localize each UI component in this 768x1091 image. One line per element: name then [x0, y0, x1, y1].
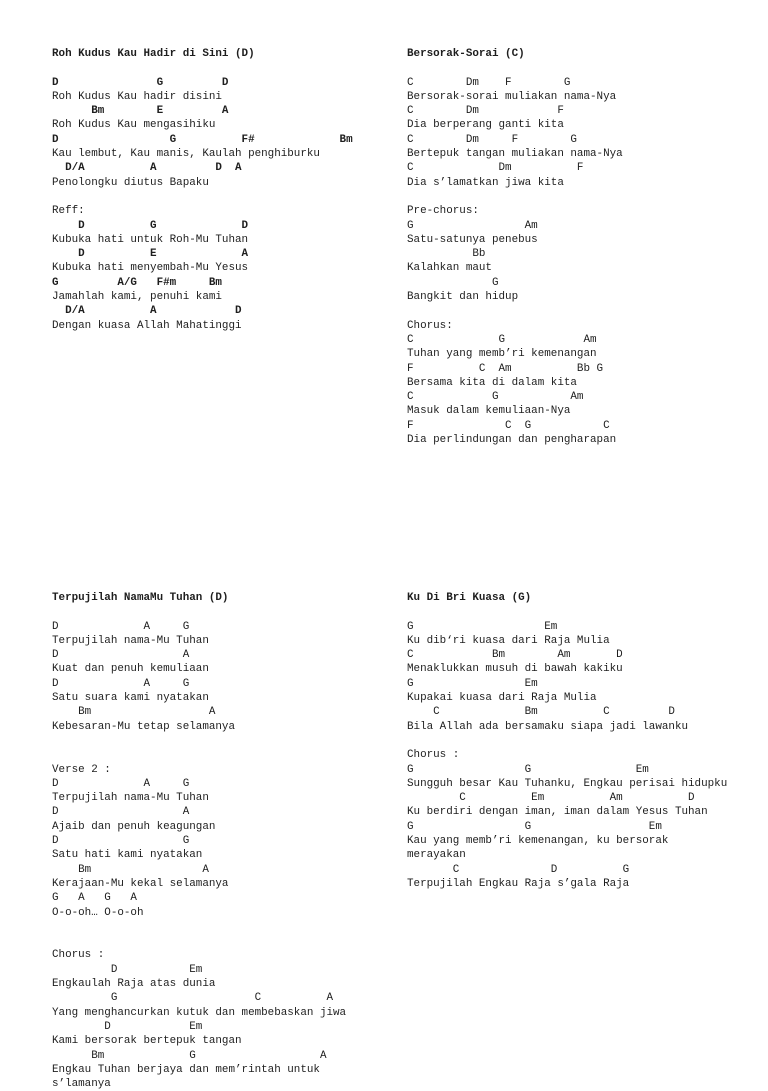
- lyric-line: Engkau Tuhan berjaya dan mem’rintah untuk: [52, 1063, 320, 1076]
- lyric-line: O-o-oh… O-o-oh: [52, 906, 144, 919]
- lyric-line: Dia s’lamatkan jiwa kita: [407, 176, 564, 189]
- chord-line: C Dm F: [407, 105, 564, 118]
- lyric-line: Kalahkan maut: [407, 262, 492, 275]
- blank-line: [52, 190, 353, 204]
- lyric-line: Dia perlindungan dan pengharapan: [407, 434, 617, 447]
- chord-line: D Em: [52, 1020, 203, 1033]
- chord-line: Bm A: [52, 706, 216, 719]
- lyric-line: Ku berdiri dengan iman, iman dalam Yesus Tuhan: [407, 806, 708, 819]
- chord-line: D G F# Bm: [52, 133, 353, 146]
- lyric-line: Bertepuk tangan muliakan nama-Nya: [407, 148, 623, 161]
- lyric-line: Dengan kuasa Allah Mahatinggi: [52, 319, 242, 332]
- lyric-line: Engkaulah Raja atas dunia: [52, 978, 216, 991]
- lyric-line: Satu suara kami nyatakan: [52, 692, 209, 705]
- lyric-line: Roh Kudus Kau mengasihiku: [52, 119, 216, 132]
- blank-line: [52, 920, 346, 934]
- lyric-line: Bersorak-sorai muliakan nama-Nya: [407, 90, 617, 103]
- lyric-line: Kubuka hati menyembah-Mu Yesus: [52, 262, 249, 275]
- lyric-line: Menaklukkan musuh di bawah kakiku: [407, 663, 623, 676]
- chord-line: D A G: [52, 620, 190, 633]
- song-title: Ku Di Bri Kuasa (G): [407, 592, 532, 604]
- chord-line: C G Am: [407, 391, 584, 404]
- section-label: Chorus :: [52, 949, 105, 962]
- lyric-line: Bila Allah ada bersamaku siapa jadi lawanku: [407, 720, 689, 733]
- lyric-line: Bersama kita di dalam kita: [407, 376, 577, 389]
- chord-line: G Am: [407, 219, 538, 232]
- song-title: Terpujilah NamaMu Tuhan (D): [52, 592, 229, 604]
- lyric-line: Terpujilah Engkau Raja s’gala Raja: [407, 877, 630, 890]
- chord-line: G G Em: [407, 763, 649, 776]
- lyric-line: Satu hati kami nyatakan: [52, 849, 203, 862]
- chord-line: D A: [52, 649, 190, 662]
- chord-line: C Dm F G: [407, 133, 577, 146]
- lyric-line: Kubuka hati untuk Roh-Mu Tuhan: [52, 233, 249, 246]
- chord-line: C Bm C D: [407, 706, 675, 719]
- song-sheet-terpujilah-namamu: [52, 591, 346, 1091]
- lyric-line: Masuk dalam kemuliaan-Nya: [407, 405, 571, 418]
- song-sheet-bersorak-sorai: [407, 47, 623, 447]
- lyric-line: Kebesaran-Mu tetap selamanya: [52, 720, 235, 733]
- chord-line: D A G: [52, 677, 190, 690]
- chord-line: C Em Am D: [407, 792, 695, 805]
- blank-line: [407, 605, 727, 619]
- lyric-line: Tuhan yang memb’ri kemenangan: [407, 348, 597, 361]
- lyric-line: Jamahlah kami, penuhi kami: [52, 291, 222, 304]
- chord-line: Bm E A: [52, 105, 229, 118]
- chord-line: G Em: [407, 620, 558, 633]
- blank-line: [407, 61, 623, 75]
- chord-line: C G Am: [407, 333, 597, 346]
- chord-line: F C G C: [407, 419, 610, 432]
- lyric-line: Terpujilah nama-Mu Tuhan: [52, 634, 209, 647]
- chord-line: F C Am Bb G: [407, 362, 604, 375]
- blank-line: [407, 190, 623, 204]
- blank-line: [52, 734, 346, 748]
- chord-line: G A G A: [52, 892, 137, 905]
- blank-line: [52, 934, 346, 948]
- song-title: Bersorak-Sorai (C): [407, 48, 525, 60]
- chord-line: D/A A D: [52, 305, 242, 318]
- blank-line: [407, 734, 727, 748]
- lyric-line: Bangkit dan hidup: [407, 291, 519, 304]
- chord-line: D E A: [52, 248, 249, 261]
- section-label: Chorus :: [407, 749, 460, 762]
- chord-line: D Em: [52, 963, 203, 976]
- blank-line: [407, 304, 623, 318]
- song-sheet-ku-di-bri-kuasa: [407, 591, 727, 891]
- lyric-line: Yang menghancurkan kutuk dan membebaskan jiwa: [52, 1006, 347, 1019]
- chord-line: D A: [52, 806, 190, 819]
- lyric-line: Penolongku diutus Bapaku: [52, 176, 209, 189]
- blank-line: [52, 61, 353, 75]
- chord-line: D G D: [52, 219, 249, 232]
- chord-line: G: [407, 276, 499, 289]
- lyric-line: s’lamanya: [52, 1078, 111, 1091]
- song-title: Roh Kudus Kau Hadir di Sini (D): [52, 48, 255, 60]
- chord-line: C Bm Am D: [407, 649, 623, 662]
- section-label: Verse 2 :: [52, 763, 111, 776]
- chord-line: D G: [52, 835, 190, 848]
- chord-line: G C A: [52, 992, 334, 1005]
- lyric-line: Kerajaan-Mu kekal selamanya: [52, 877, 229, 890]
- lyric-line: Roh Kudus Kau hadir disini: [52, 90, 222, 103]
- chord-line: D/A A D A: [52, 162, 242, 175]
- chord-line: C Dm F G: [407, 76, 571, 89]
- section-label: Chorus:: [407, 319, 453, 332]
- lyric-line: Kami bersorak bertepuk tangan: [52, 1035, 242, 1048]
- chord-line: C D G: [407, 863, 630, 876]
- lyric-line: Kau yang memb’ri kemenangan, ku bersorak: [407, 835, 669, 848]
- blank-line: [52, 748, 346, 762]
- chord-line: D A G: [52, 777, 190, 790]
- lyric-line: Kuat dan penuh kemuliaan: [52, 663, 209, 676]
- chord-line: D G D: [52, 76, 229, 89]
- lyric-line: Sungguh besar Kau Tuhanku, Engkau perisai hidupku: [407, 777, 728, 790]
- lyric-line: Ku dib‘ri kuasa dari Raja Mulia: [407, 634, 610, 647]
- lyric-line: Kupakai kuasa dari Raja Mulia: [407, 692, 597, 705]
- chord-line: G G Em: [407, 820, 662, 833]
- section-label: Pre-chorus:: [407, 205, 479, 218]
- chord-line: G A/G F#m Bm: [52, 276, 222, 289]
- chord-line: Bm A: [52, 863, 209, 876]
- chord-line: Bb: [407, 248, 486, 261]
- blank-line: [52, 605, 346, 619]
- lyric-line: Satu-satunya penebus: [407, 233, 538, 246]
- lyric-line: merayakan: [407, 849, 466, 862]
- song-sheet-roh-kudus: [52, 47, 353, 333]
- chord-line: C Dm F: [407, 162, 584, 175]
- chord-line: Bm G A: [52, 1049, 327, 1062]
- lyric-line: Ajaib dan penuh keagungan: [52, 820, 216, 833]
- lyric-line: Kau lembut, Kau manis, Kaulah penghiburku: [52, 148, 320, 161]
- chord-line: G Em: [407, 677, 538, 690]
- lyric-line: Terpujilah nama-Mu Tuhan: [52, 792, 209, 805]
- lyric-line: Dia berperang ganti kita: [407, 119, 564, 132]
- section-label: Reff:: [52, 205, 85, 218]
